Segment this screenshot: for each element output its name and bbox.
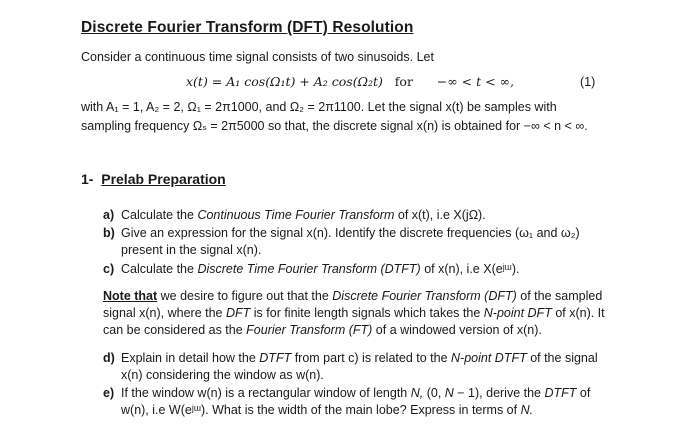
item-text: of x(n), i.e X(eʲᵚ). [420,262,520,276]
item-text: Calculate the [121,208,198,222]
note-emphasis: Discrete Fourier Transform (DFT) [332,289,517,303]
item-label: b) [103,226,115,240]
note-line-3 [103,323,542,337]
note-emphasis: N-point DFT [483,306,552,320]
item-label: e) [103,386,115,400]
item-label: d) [103,351,115,365]
equation-range: −∞ < t < ∞, [436,74,514,89]
note-emphasis: Fourier Transform (FT) [246,323,373,337]
item-emphasis: DTFT [259,351,292,365]
intro-text: Consider a continuous time signal consists of two sinusoids. Let [81,50,434,64]
item-text: Give an expression for the signal x(n). Identify the discrete frequencies (ω₁ and ω₂) [121,226,580,240]
section-number: 1- [81,171,94,187]
page-title: Discrete Fourier Transform (DFT) Resolution [81,19,414,36]
note-text: of x(n). It [551,306,605,320]
equation-number: (1) [580,75,596,89]
item-text: Calculate the [121,262,198,276]
item-label: c) [103,262,115,276]
item-text: of [576,386,591,400]
section-heading [81,171,226,187]
list-item-d-continued: x(n) considering the window as w(n). [121,368,324,382]
item-text: from part c) is related to the [291,351,452,365]
item-label: a) [103,208,115,222]
item-emphasis: N, [410,386,424,400]
note-label: Note that [103,289,158,303]
list-item-e [103,386,590,400]
note-text: of the sampled [516,289,603,303]
item-emphasis: N. [520,403,534,417]
note-text: we desire to figure out that the [157,289,333,303]
list-item-c [103,262,519,276]
list-item-d [103,351,598,365]
item-text: − 1), derive the [453,386,545,400]
note-text: can be considered as the [103,323,247,337]
note-line-2 [103,306,605,320]
item-text: If the window w(n) is a rectangular window of length [121,386,411,400]
list-item-a [103,208,486,222]
item-text: (0, [423,386,445,400]
note-text: of a windowed version of x(n). [372,323,542,337]
item-text: of x(t), i.e X(jΩ). [394,208,486,222]
equation-for: for [394,74,413,89]
item-text: w(n), i.e W(eʲᵚ). What is the width of the main lobe? Express in terms of [121,403,521,417]
item-emphasis: Discrete Time Fourier Transform (DTFT) [197,262,421,276]
note-emphasis: DFT [225,306,251,320]
item-emphasis: N-point DTFT [451,351,527,365]
list-item-e-continued [121,403,533,417]
note-text: signal x(n), where the [103,306,226,320]
item-text: Explain in detail how the [121,351,260,365]
equation-lhs: x(t) = A₁ cos(Ω₁t) + A₂ cos(Ω₂t) [186,74,383,89]
section-title: Prelab Preparation [101,171,226,187]
list-item-b [103,226,580,240]
item-emphasis: DTFT [544,386,577,400]
item-text: of the signal [526,351,598,365]
item-emphasis: Continuous Time Fourier Transform [197,208,395,222]
note-line-1 [103,289,602,303]
item-emphasis: N [444,386,454,400]
equation-1 [186,74,514,89]
params-line-2: sampling frequency Ωₛ = 2π5000 so that, the discrete signal x(n) is obtained for −∞ < n < ∞. [81,119,588,133]
list-item-b-continued: present in the signal x(n). [121,243,262,257]
params-line-1: with A₁ = 1, A₂ = 2, Ω₁ = 2π1000, and Ω₂ = 2π1100. Let the signal x(t) be samples with [81,100,557,114]
note-text: is for finite length signals which takes the [250,306,484,320]
